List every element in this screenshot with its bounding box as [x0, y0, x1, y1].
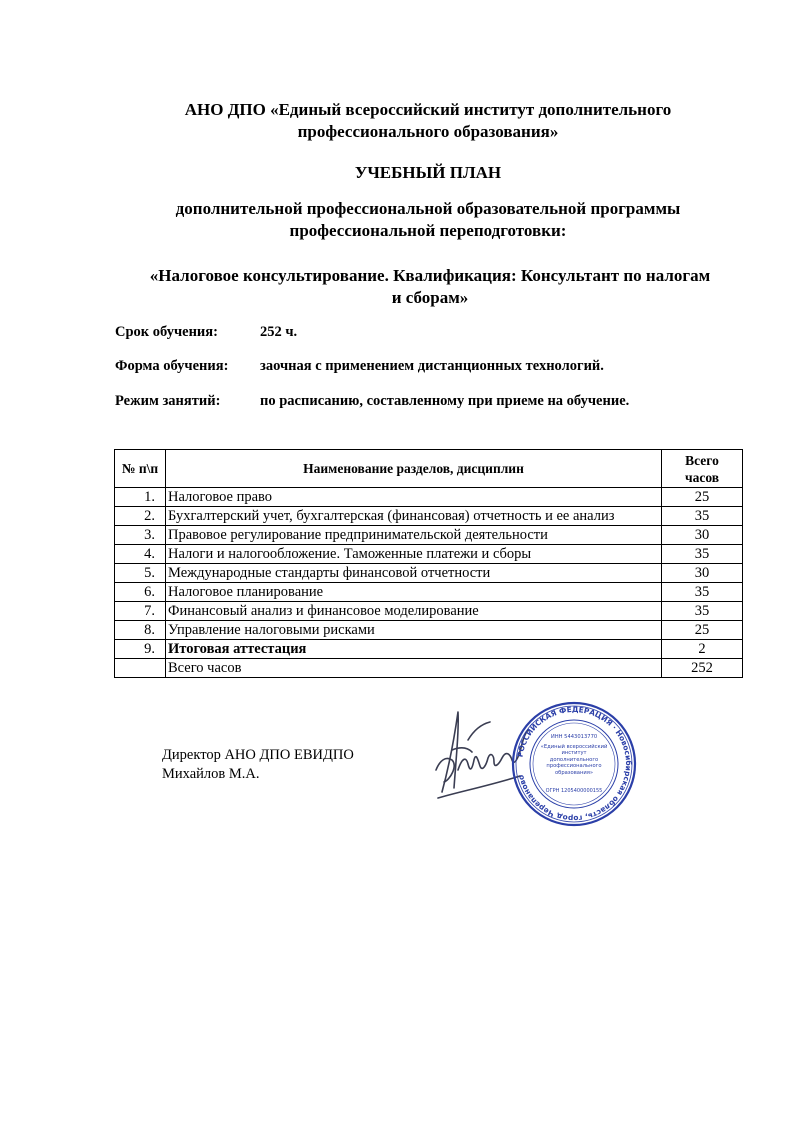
program-type — [120, 198, 736, 242]
row-name: Международные стандарты финансовой отчетности — [166, 564, 662, 583]
study-mode-label: Режим занятий: — [115, 393, 221, 409]
row-num: 1. — [115, 488, 166, 507]
stamp-outer-text: РОССИЙСКАЯ ФЕДЕРАЦИЯ · Новосибирская область, город Черепаново — [515, 704, 634, 824]
director-block — [162, 746, 354, 784]
director-title: Директор АНО ДПО ЕВИДПО — [162, 747, 354, 763]
stamp-inn: ИНН 5443013770 — [550, 734, 598, 740]
table-row — [115, 564, 743, 583]
table-row — [115, 526, 743, 545]
row-name: Правовое регулирование предпринимательской деятельности — [166, 526, 662, 545]
duration-row — [115, 324, 298, 341]
row-name: Налоговое планирование — [166, 583, 662, 602]
row-name: Управление налоговыми рисками — [166, 621, 662, 640]
study-mode-value: по расписанию, составленному при приеме на обучение. — [260, 393, 630, 409]
row-name: Итоговая аттестация — [166, 640, 662, 659]
header-hours — [662, 450, 743, 488]
table-header-row — [115, 450, 743, 488]
program-line-1: «Налоговое консультирование. Квалификация: Консультант по налогам — [149, 266, 711, 285]
row-hours: 35 — [662, 507, 743, 526]
plan-title: УЧЕБНЫЙ ПЛАН — [354, 163, 502, 182]
row-num: 7. — [115, 602, 166, 621]
study-form-row — [115, 358, 604, 375]
row-num: 5. — [115, 564, 166, 583]
table-row — [115, 621, 743, 640]
header-hours-line-1: Всего — [685, 452, 719, 468]
header-hours-line-2: часов — [684, 469, 720, 485]
row-hours: 30 — [662, 564, 743, 583]
org-line-1: АНО ДПО «Единый всероссийский институт дополнительного — [184, 100, 672, 119]
header-num: № п\п — [115, 450, 166, 488]
organization-title — [100, 99, 756, 143]
organization-stamp — [510, 700, 638, 828]
row-name: Бухгалтерский учет, бухгалтерская (финансовая) отчетность и ее анализ — [166, 507, 662, 526]
subtitle-line-1: дополнительной профессиональной образовательной программы — [175, 199, 681, 218]
stamp-center-text: «Единый всероссийский институт дополнительного профессионального образования» — [540, 744, 608, 776]
org-line-2: профессионального образования» — [297, 122, 559, 141]
row-hours: 35 — [662, 583, 743, 602]
total-label: Всего часов — [166, 659, 662, 678]
program-line-2: и сборам» — [391, 288, 469, 307]
row-hours: 35 — [662, 602, 743, 621]
row-num: 4. — [115, 545, 166, 564]
table-row — [115, 640, 743, 659]
row-hours: 2 — [662, 640, 743, 659]
duration-label: Срок обучения: — [115, 324, 218, 340]
row-name: Налоги и налогообложение. Таможенные платежи и сборы — [166, 545, 662, 564]
table-row — [115, 507, 743, 526]
duration-value: 252 ч. — [260, 324, 298, 340]
row-hours: 35 — [662, 545, 743, 564]
row-hours: 25 — [662, 488, 743, 507]
stamp-ogrn: ОГРН 1205400000155 — [545, 788, 603, 794]
table-total-row — [115, 659, 743, 678]
study-form-label: Форма обучения: — [115, 358, 229, 374]
row-num: 6. — [115, 583, 166, 602]
program-name — [110, 265, 750, 309]
row-hours: 30 — [662, 526, 743, 545]
table-row — [115, 583, 743, 602]
table-row — [115, 545, 743, 564]
director-name: Михайлов М.А. — [162, 766, 260, 782]
row-num: 2. — [115, 507, 166, 526]
row-name: Финансовый анализ и финансовое моделирование — [166, 602, 662, 621]
total-num — [115, 659, 166, 678]
row-num: 3. — [115, 526, 166, 545]
subtitle-line-2: профессиональной переподготовки: — [289, 221, 567, 240]
study-mode-row — [115, 393, 630, 410]
curriculum-table — [114, 449, 743, 678]
row-name: Налоговое право — [166, 488, 662, 507]
study-form-value: заочная с применением дистанционных технологий. — [260, 358, 604, 374]
row-num: 9. — [115, 640, 166, 659]
row-num: 8. — [115, 621, 166, 640]
row-hours: 25 — [662, 621, 743, 640]
table-row — [115, 602, 743, 621]
table-row — [115, 488, 743, 507]
header-name: Наименование разделов, дисциплин — [166, 450, 662, 488]
total-hours: 252 — [662, 659, 743, 678]
